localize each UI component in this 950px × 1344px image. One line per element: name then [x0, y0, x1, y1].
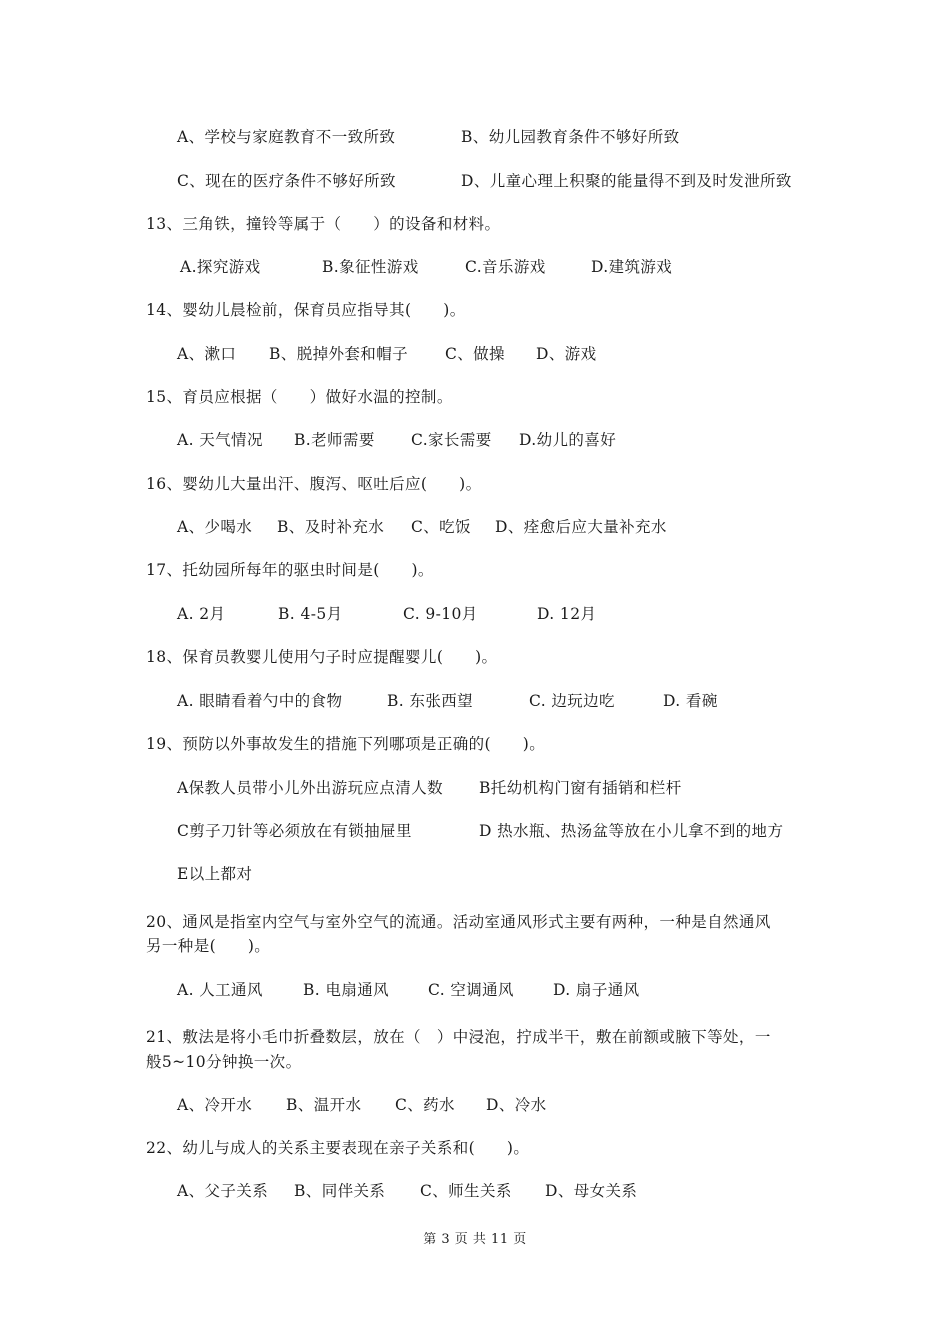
answer-option: A、少喝水 [177, 518, 253, 536]
answer-option: D、儿童心理上积聚的能量得不到及时发泄所致 [461, 172, 792, 190]
question-text: 21、敷法是将小毛巾折叠数层，放在（ ）中浸泡，拧成半干，敷在前额或腋下等处，一 [146, 1028, 771, 1046]
question-text: 14、婴幼儿晨检前，保育员应指导其( )。 [146, 301, 466, 319]
answer-option: B、同伴关系 [294, 1182, 386, 1200]
answer-option: B、幼儿园教育条件不够好所致 [461, 128, 680, 146]
answer-option: D、游戏 [536, 345, 597, 363]
answer-option: D、痊愈后应大量补充水 [495, 518, 667, 536]
question-text: 另一种是( )。 [146, 937, 271, 955]
answer-option: D、母女关系 [545, 1182, 638, 1200]
answer-option: A. 人工通风 [177, 981, 263, 999]
answer-option: D. 看碗 [663, 692, 718, 710]
answer-option: A. 眼睛看着勺中的食物 [177, 692, 343, 710]
question-text: 13、三角铁，撞铃等属于（ ）的设备和材料。 [146, 215, 501, 233]
answer-option: D.幼儿的喜好 [519, 431, 617, 449]
answer-option: B、及时补充水 [277, 518, 385, 536]
answer-option: C.音乐游戏 [465, 258, 546, 276]
question-text: 22、幼儿与成人的关系主要表现在亲子关系和( )。 [146, 1139, 530, 1157]
answer-option: D、冷水 [486, 1096, 547, 1114]
question-text: 19、预防以外事故发生的措施下列哪项是正确的( )。 [146, 735, 546, 753]
answer-option: A.探究游戏 [180, 258, 261, 276]
answer-option: A、父子关系 [177, 1182, 269, 1200]
answer-option: B.老师需要 [294, 431, 375, 449]
answer-option: B.象征性游戏 [322, 258, 419, 276]
answer-option: A. 天气情况 [177, 431, 263, 449]
answer-option: C. 9-10月 [403, 605, 478, 623]
answer-option: B. 电扇通风 [303, 981, 390, 999]
answer-option: A保教人员带小儿外出游玩应点清人数 [177, 779, 443, 797]
answer-option: A、学校与家庭教育不一致所致 [177, 128, 396, 146]
answer-option: C. 空调通风 [428, 981, 514, 999]
question-text: 20、通风是指室内空气与室外空气的流通。活动室通风形式主要有两种，一种是自然通风 [146, 913, 771, 931]
answer-option: D 热水瓶、热汤盆等放在小儿拿不到的地方 [479, 822, 784, 840]
question-text: 16、婴幼儿大量出汗、腹泻、呕吐后应( )。 [146, 475, 482, 493]
answer-option: D.建筑游戏 [591, 258, 673, 276]
answer-option: B. 东张西望 [387, 692, 474, 710]
answer-option: C.家长需要 [411, 431, 492, 449]
answer-option: D. 12月 [537, 605, 597, 623]
answer-option: C、师生关系 [420, 1182, 512, 1200]
answer-option: A、冷开水 [177, 1096, 253, 1114]
question-text: 般5~10分钟换一次。 [146, 1053, 302, 1071]
question-text: 17、托幼园所每年的驱虫时间是( )。 [146, 561, 434, 579]
question-text: 18、保育员教婴儿使用勺子时应提醒婴儿( )。 [146, 648, 498, 666]
answer-option: E以上都对 [177, 865, 253, 883]
answer-option: A、漱口 [177, 345, 237, 363]
answer-option: C、现在的医疗条件不够好所致 [177, 172, 396, 190]
answer-option: B、脱掉外套和帽子 [269, 345, 408, 363]
answer-option: C. 边玩边吃 [529, 692, 615, 710]
question-text: 15、育员应根据（ ）做好水温的控制。 [146, 388, 453, 406]
answer-option: B托幼机构门窗有插销和栏杆 [479, 779, 682, 797]
page-footer: 第 3 页 共 11 页 [423, 1232, 527, 1247]
answer-option: A. 2月 [177, 605, 226, 623]
answer-option: C、吃饭 [411, 518, 471, 536]
answer-option: C剪子刀针等必须放在有锁抽屉里 [177, 822, 412, 840]
answer-option: B. 4-5月 [278, 605, 343, 623]
answer-option: D. 扇子通风 [553, 981, 640, 999]
answer-option: C、药水 [395, 1096, 455, 1114]
answer-option: B、温开水 [286, 1096, 362, 1114]
answer-option: C、做操 [445, 345, 505, 363]
